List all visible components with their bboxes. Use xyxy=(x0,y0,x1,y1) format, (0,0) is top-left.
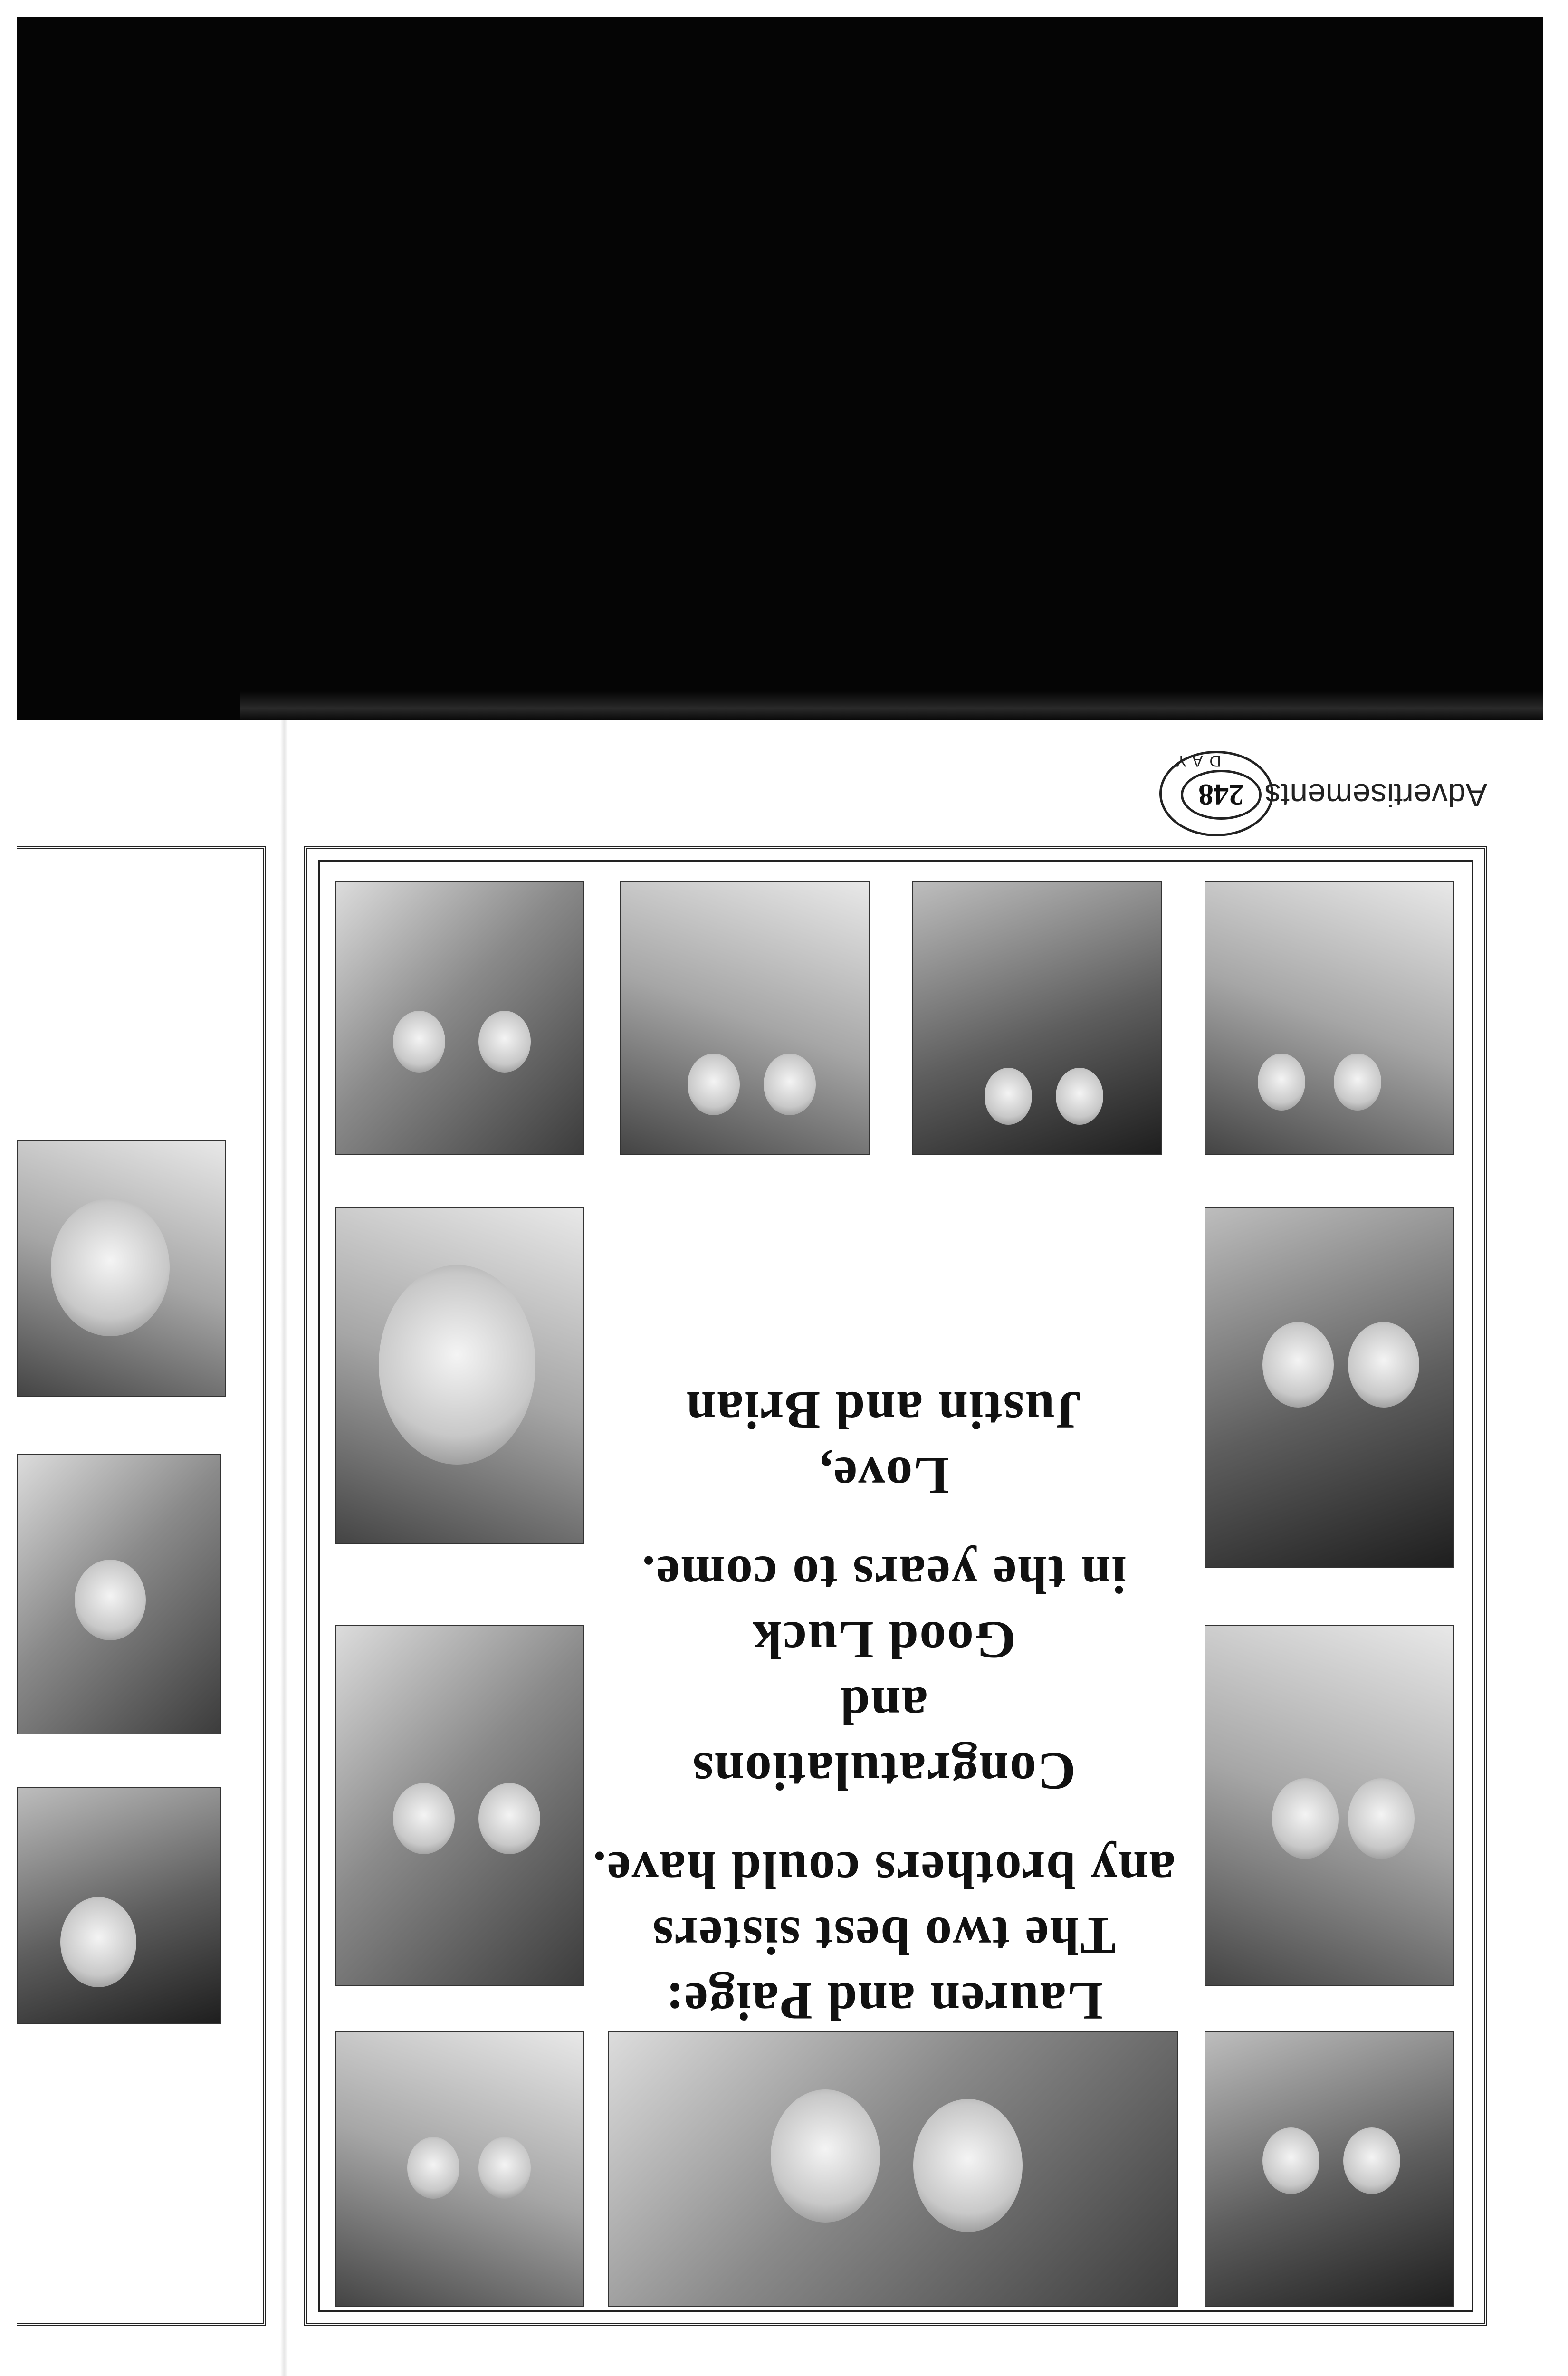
ad-photo-right-2 xyxy=(1205,1625,1454,1986)
ad-photo-right-1 xyxy=(1205,1207,1454,1568)
ad-message xyxy=(589,1255,1178,2034)
ad-photo-bottom-3 xyxy=(1205,2031,1454,2307)
black-page-band xyxy=(17,17,1543,720)
message-line-6: Good Luck xyxy=(751,1610,1016,1669)
adjacent-photo-2 xyxy=(17,1454,221,1734)
ad-photo-bottom-1 xyxy=(335,2031,584,2307)
message-line-9: Justin and Brian xyxy=(685,1380,1082,1439)
message-line-4: Congratulations xyxy=(692,1742,1076,1801)
ad-photo-left-1 xyxy=(335,1207,584,1544)
page-folio xyxy=(1155,746,1487,841)
ad-photo-top-4 xyxy=(1205,881,1454,1155)
message-line-7: in the years to come. xyxy=(641,1545,1127,1604)
book-spine xyxy=(280,720,288,2376)
ad-photo-top-2 xyxy=(620,881,870,1155)
section-label: Advertisements xyxy=(1264,777,1487,813)
ad-photo-top-1 xyxy=(335,881,584,1155)
ad-photo-left-2 xyxy=(335,1625,584,1986)
message-line-3: any brothers could have. xyxy=(592,1840,1176,1899)
ad-photo-top-3 xyxy=(912,881,1162,1155)
badge-arc-text: DAY xyxy=(1169,752,1221,770)
message-line-2: The two best sisters xyxy=(651,1906,1116,1965)
page-number: 248 xyxy=(1181,770,1262,820)
band-edge xyxy=(240,691,1543,720)
message-line-8: Love, xyxy=(818,1446,949,1505)
adjacent-photo-1 xyxy=(17,1140,226,1397)
message-line-1: Lauren and Paige: xyxy=(665,1972,1103,2031)
message-line-5: and xyxy=(839,1676,928,1735)
adjacent-photo-3 xyxy=(17,1787,221,2024)
ad-photo-bottom-2 xyxy=(608,2031,1178,2307)
